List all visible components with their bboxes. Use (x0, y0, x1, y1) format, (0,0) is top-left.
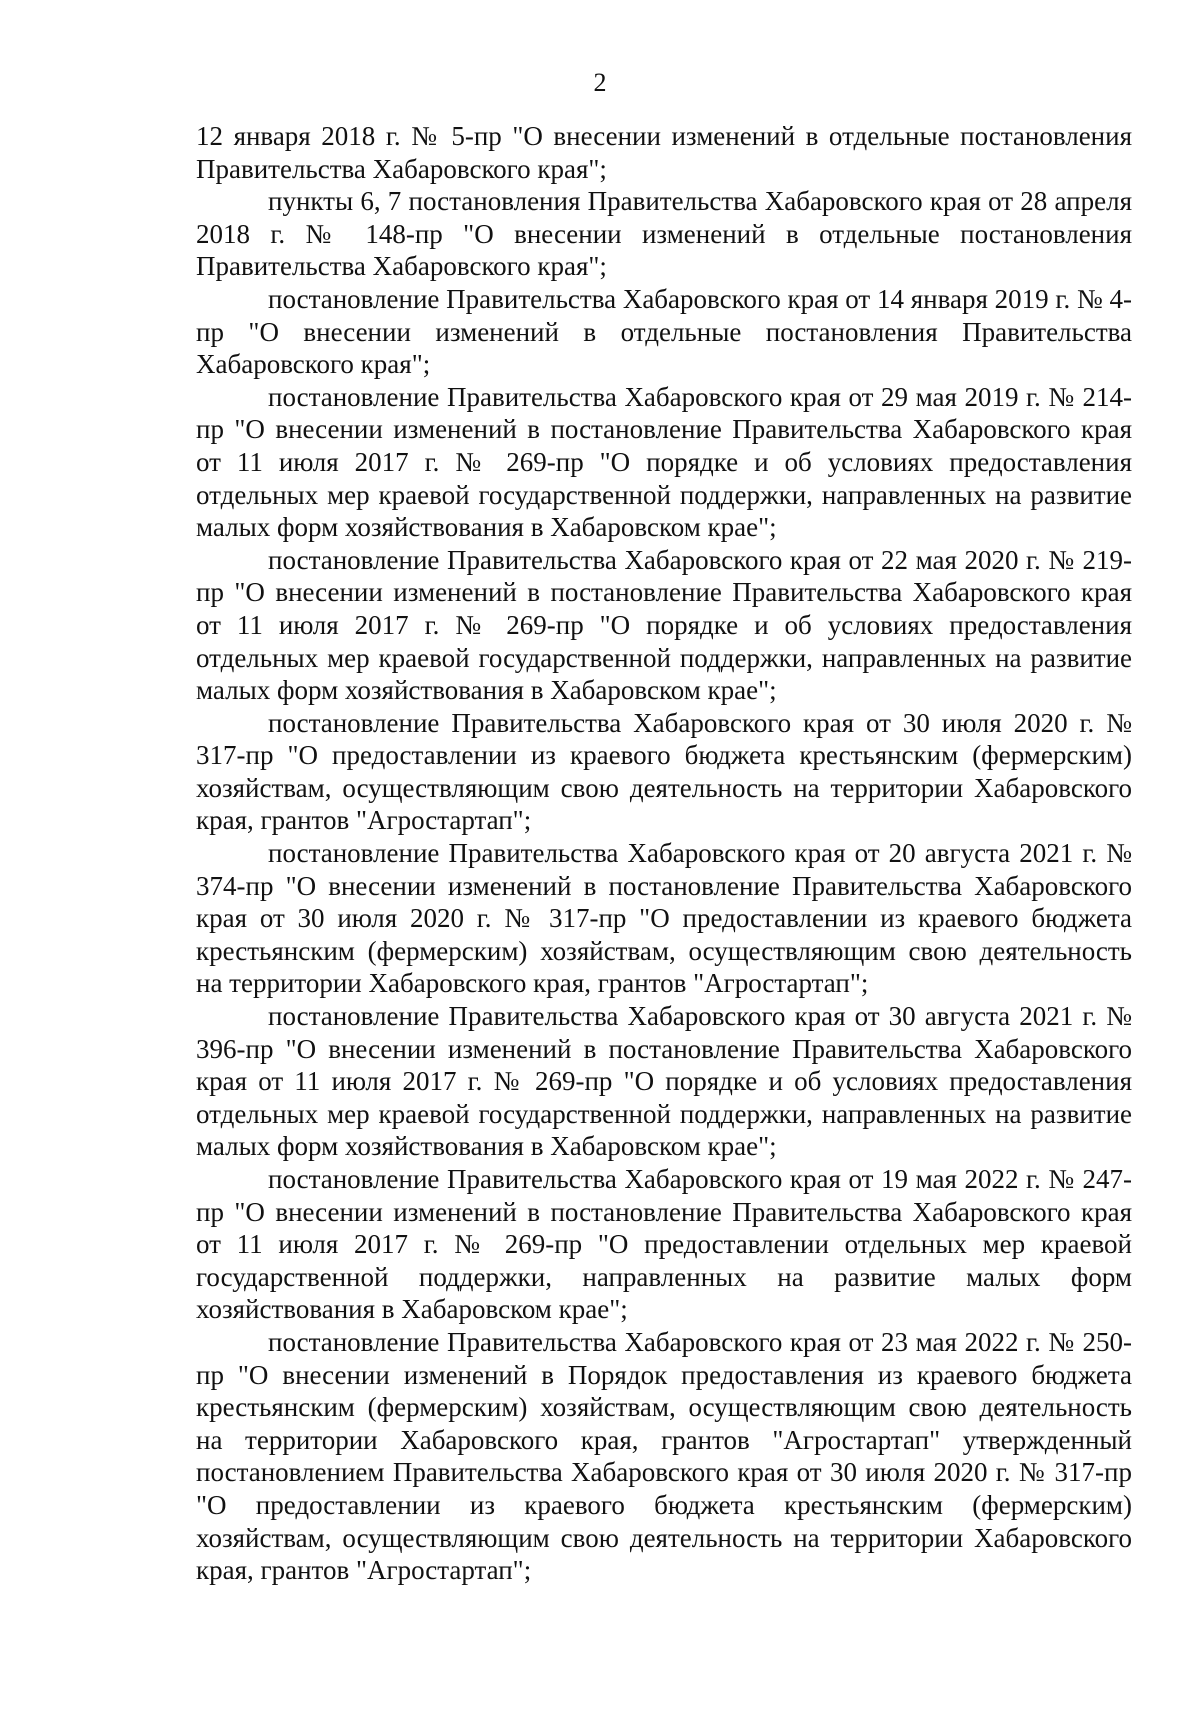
paragraph: постановление Правительства Хабаровского края от 20 августа 2021 г. № 374-пр "О внесении изменений в постановление Правительства Хабаровского края от 30 июля 2020 г. № 317-пр "О предоставлении из краевого бюджета крестьянским (фермерским) хозяйствам, осуществляющим свою деятельность на территории Хабаровского края, грантов "Агростартап"; (196, 838, 1132, 999)
paragraph: 12 января 2018 г. № 5-пр "О внесении изменений в отдельные постановления Правительства Хабаровского края"; (196, 121, 1132, 184)
page-number: 2 (593, 68, 607, 97)
paragraph: постановление Правительства Хабаровского края от 22 мая 2020 г. № 219-пр "О внесении изменений в постановление Правительства Хабаровского края от 11 июля 2017 г. № 269-пр "О порядке и об условиях предоставления отдельных мер краевой государственной поддержки, направленных на развитие малых форм хозяйствования в Хабаровском крае"; (196, 544, 1132, 706)
paragraph: пункты 6, 7 постановления Правительства Хабаровского края от 28 апреля 2018 г. № 148-пр "О внесении изменений в отдельные постановления Правительства Хабаровского края"; (196, 186, 1132, 282)
paragraph: постановление Правительства Хабаровского края от 29 мая 2019 г. № 214-пр "О внесении изменений в постановление Правительства Хабаровского края от 11 июля 2017 г. № 269-пр "О порядке и об условиях предоставления отдельных мер краевой государственной поддержки, направленных на развитие малых форм хозяйствования в Хабаровском крае"; (196, 381, 1132, 543)
paragraph: постановление Правительства Хабаровского края от 23 мая 2022 г. № 250-пр "О внесении изменений в Порядок предоставления из краевого бюджета крестьянским (фермерским) хозяйствам, осуществляющим свою деятельность на территории Хабаровского края, грантов "Агростартап" утвержденный постановлением Правительства Хабаровского края от 30 июля 2020 г. № 317-пр "О предоставлении из краевого бюджета крестьянским (фермерским) хозяйствам, осуществляющим свою деятельность на территории Хабаровского края, грантов "Агростартап"; (196, 1326, 1132, 1586)
paragraph: постановление Правительства Хабаровского края от 19 мая 2022 г. № 247-пр "О внесении изменений в постановление Правительства Хабаровского края от 11 июля 2017 г. № 269-пр "О предоставлении отдельных мер краевой государственной поддержки, направленных на развитие малых форм хозяйствования в Хабаровском крае"; (196, 1164, 1132, 1325)
paragraph: постановление Правительства Хабаровского края от 30 июля 2020 г. № 317-пр "О предоставлении из краевого бюджета крестьянским (фермерским) хозяйствам, осуществляющим свою деятельность на территории Хабаровского края, грантов "Агростартап"; (196, 707, 1132, 836)
paragraph: постановление Правительства Хабаровского края от 14 января 2019 г. № 4-пр "О внесении изменений в отдельные постановления Правительства Хабаровского края"; (196, 283, 1132, 380)
document-body (196, 120, 1132, 1587)
paragraph: постановление Правительства Хабаровского края от 30 августа 2021 г. № 396-пр "О внесении изменений в постановление Правительства Хабаровского края от 11 июля 2017 г. № 269-пр "О порядке и об условиях предоставления отдельных мер краевой государственной поддержки, направленных на развитие малых форм хозяйствования в Хабаровском крае"; (196, 1001, 1132, 1162)
